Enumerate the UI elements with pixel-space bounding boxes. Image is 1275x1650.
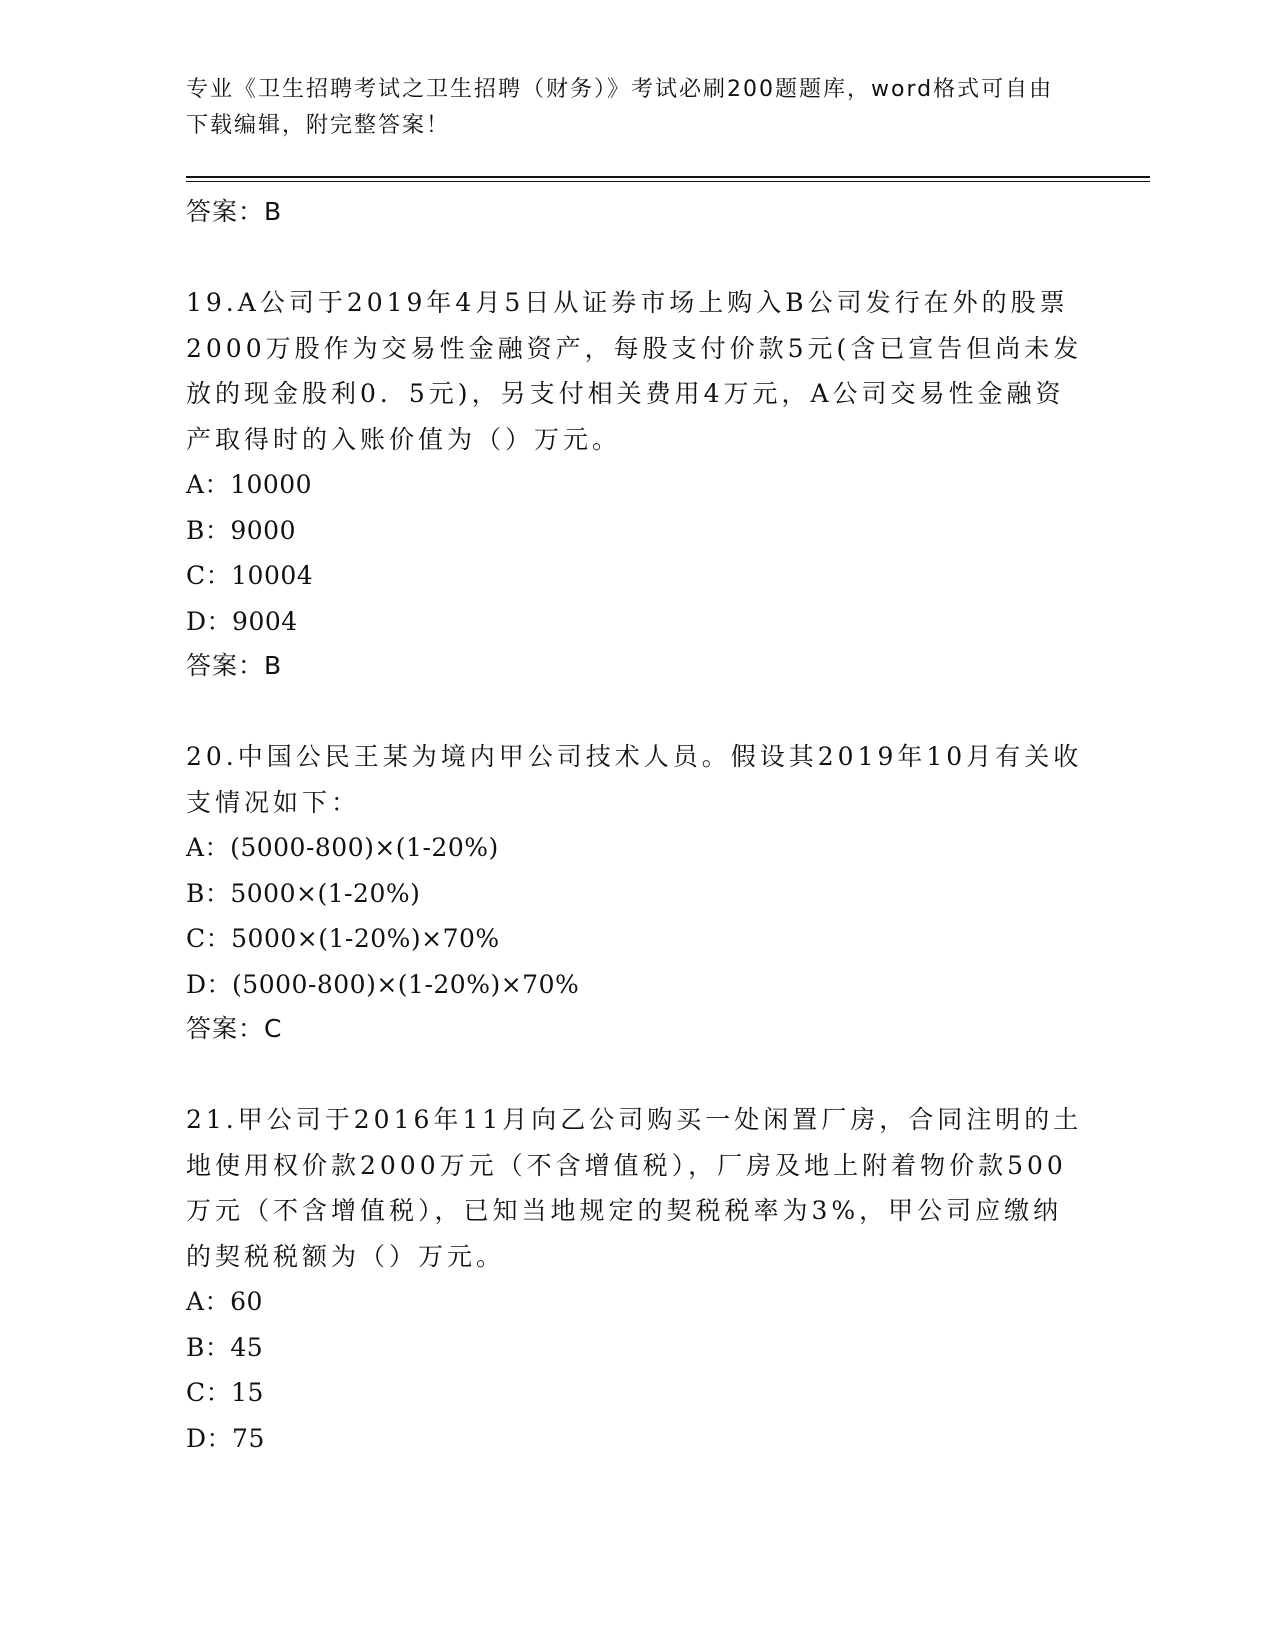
question-21 (186, 1097, 1086, 1461)
answer-value: B (264, 651, 283, 680)
option-letter: B： (186, 1332, 231, 1362)
document-body (186, 190, 1086, 1461)
header-divider-thin (186, 181, 1150, 182)
option-a (186, 1279, 1086, 1325)
option-text: 10004 (231, 561, 314, 590)
option-c (186, 916, 1086, 962)
answer-label: 答案： (186, 651, 265, 680)
option-a (186, 462, 1086, 508)
option-text: 9000 (230, 515, 296, 545)
question-text: 19.A公司于2019年4月5日从证券市场上购入B公司发行在外的股票2000万股作为交易性金融资产，每股支付价款5元(含已宣告但尚未发放的现金股利0．5元)，另支付相关费用4万元，A公司交易性金融资产取得时的入账价值为（）万元。 (186, 288, 1083, 454)
option-letter: D： (186, 969, 233, 999)
option-d (186, 962, 1086, 1008)
option-d (186, 1416, 1086, 1462)
document-header: 专业《卫生招聘考试之卫生招聘（财务）》考试必刷200题题库，word格式可自由下载编辑，附完整答案！ (186, 77, 1054, 138)
answer-label: 答案： (186, 1014, 265, 1043)
option-text: (5000-800)×(1-20%) (230, 833, 499, 862)
option-b (186, 508, 1086, 554)
option-text: 5000×(1-20%)×70% (231, 924, 500, 953)
option-text: 45 (230, 1332, 264, 1362)
question-20 (186, 734, 1086, 1051)
option-text: 15 (231, 1378, 264, 1407)
answer-label: 答案： (186, 197, 265, 226)
question-19 (186, 280, 1086, 688)
question-answer (186, 1007, 1086, 1051)
question-text: 21.甲公司于2016年11月向乙公司购买一处闲置厂房，合同注明的土地使用权价款2000万元（不含增值税），厂房及地上附着物价款500万元（不含增值税），已知当地规定的契税税率为3%，甲公司应缴纳的契税税额为（）万元。 (186, 1105, 1083, 1271)
question-answer (186, 644, 1086, 688)
option-text: (5000-800)×(1-20%)×70% (232, 969, 580, 999)
option-letter: B： (186, 878, 231, 908)
option-text: 60 (230, 1287, 263, 1316)
option-letter: C： (186, 924, 232, 953)
answer-value: C (264, 1014, 283, 1043)
option-text: 9004 (232, 606, 298, 636)
option-letter: A： (186, 833, 231, 862)
answer-value: B (264, 197, 283, 226)
option-b (186, 871, 1086, 917)
option-c (186, 1370, 1086, 1416)
option-text: 75 (232, 1423, 265, 1453)
option-text: 10000 (230, 470, 313, 499)
option-b (186, 1325, 1086, 1371)
option-letter: B： (186, 515, 231, 545)
option-letter: D： (186, 606, 233, 636)
option-c (186, 553, 1086, 599)
option-text: 5000×(1-20%) (230, 878, 421, 908)
option-letter: A： (186, 1287, 231, 1316)
option-letter: A： (186, 470, 231, 499)
option-letter: C： (186, 1378, 232, 1407)
previous-answer (186, 190, 1086, 234)
header-divider-thick (186, 176, 1150, 178)
option-d (186, 599, 1086, 645)
option-letter: C： (186, 561, 232, 590)
option-letter: D： (186, 1423, 233, 1453)
question-text: 20.中国公民王某为境内甲公司技术人员。假设其2019年10月有关收支情况如下： (186, 742, 1083, 817)
option-a (186, 825, 1086, 871)
